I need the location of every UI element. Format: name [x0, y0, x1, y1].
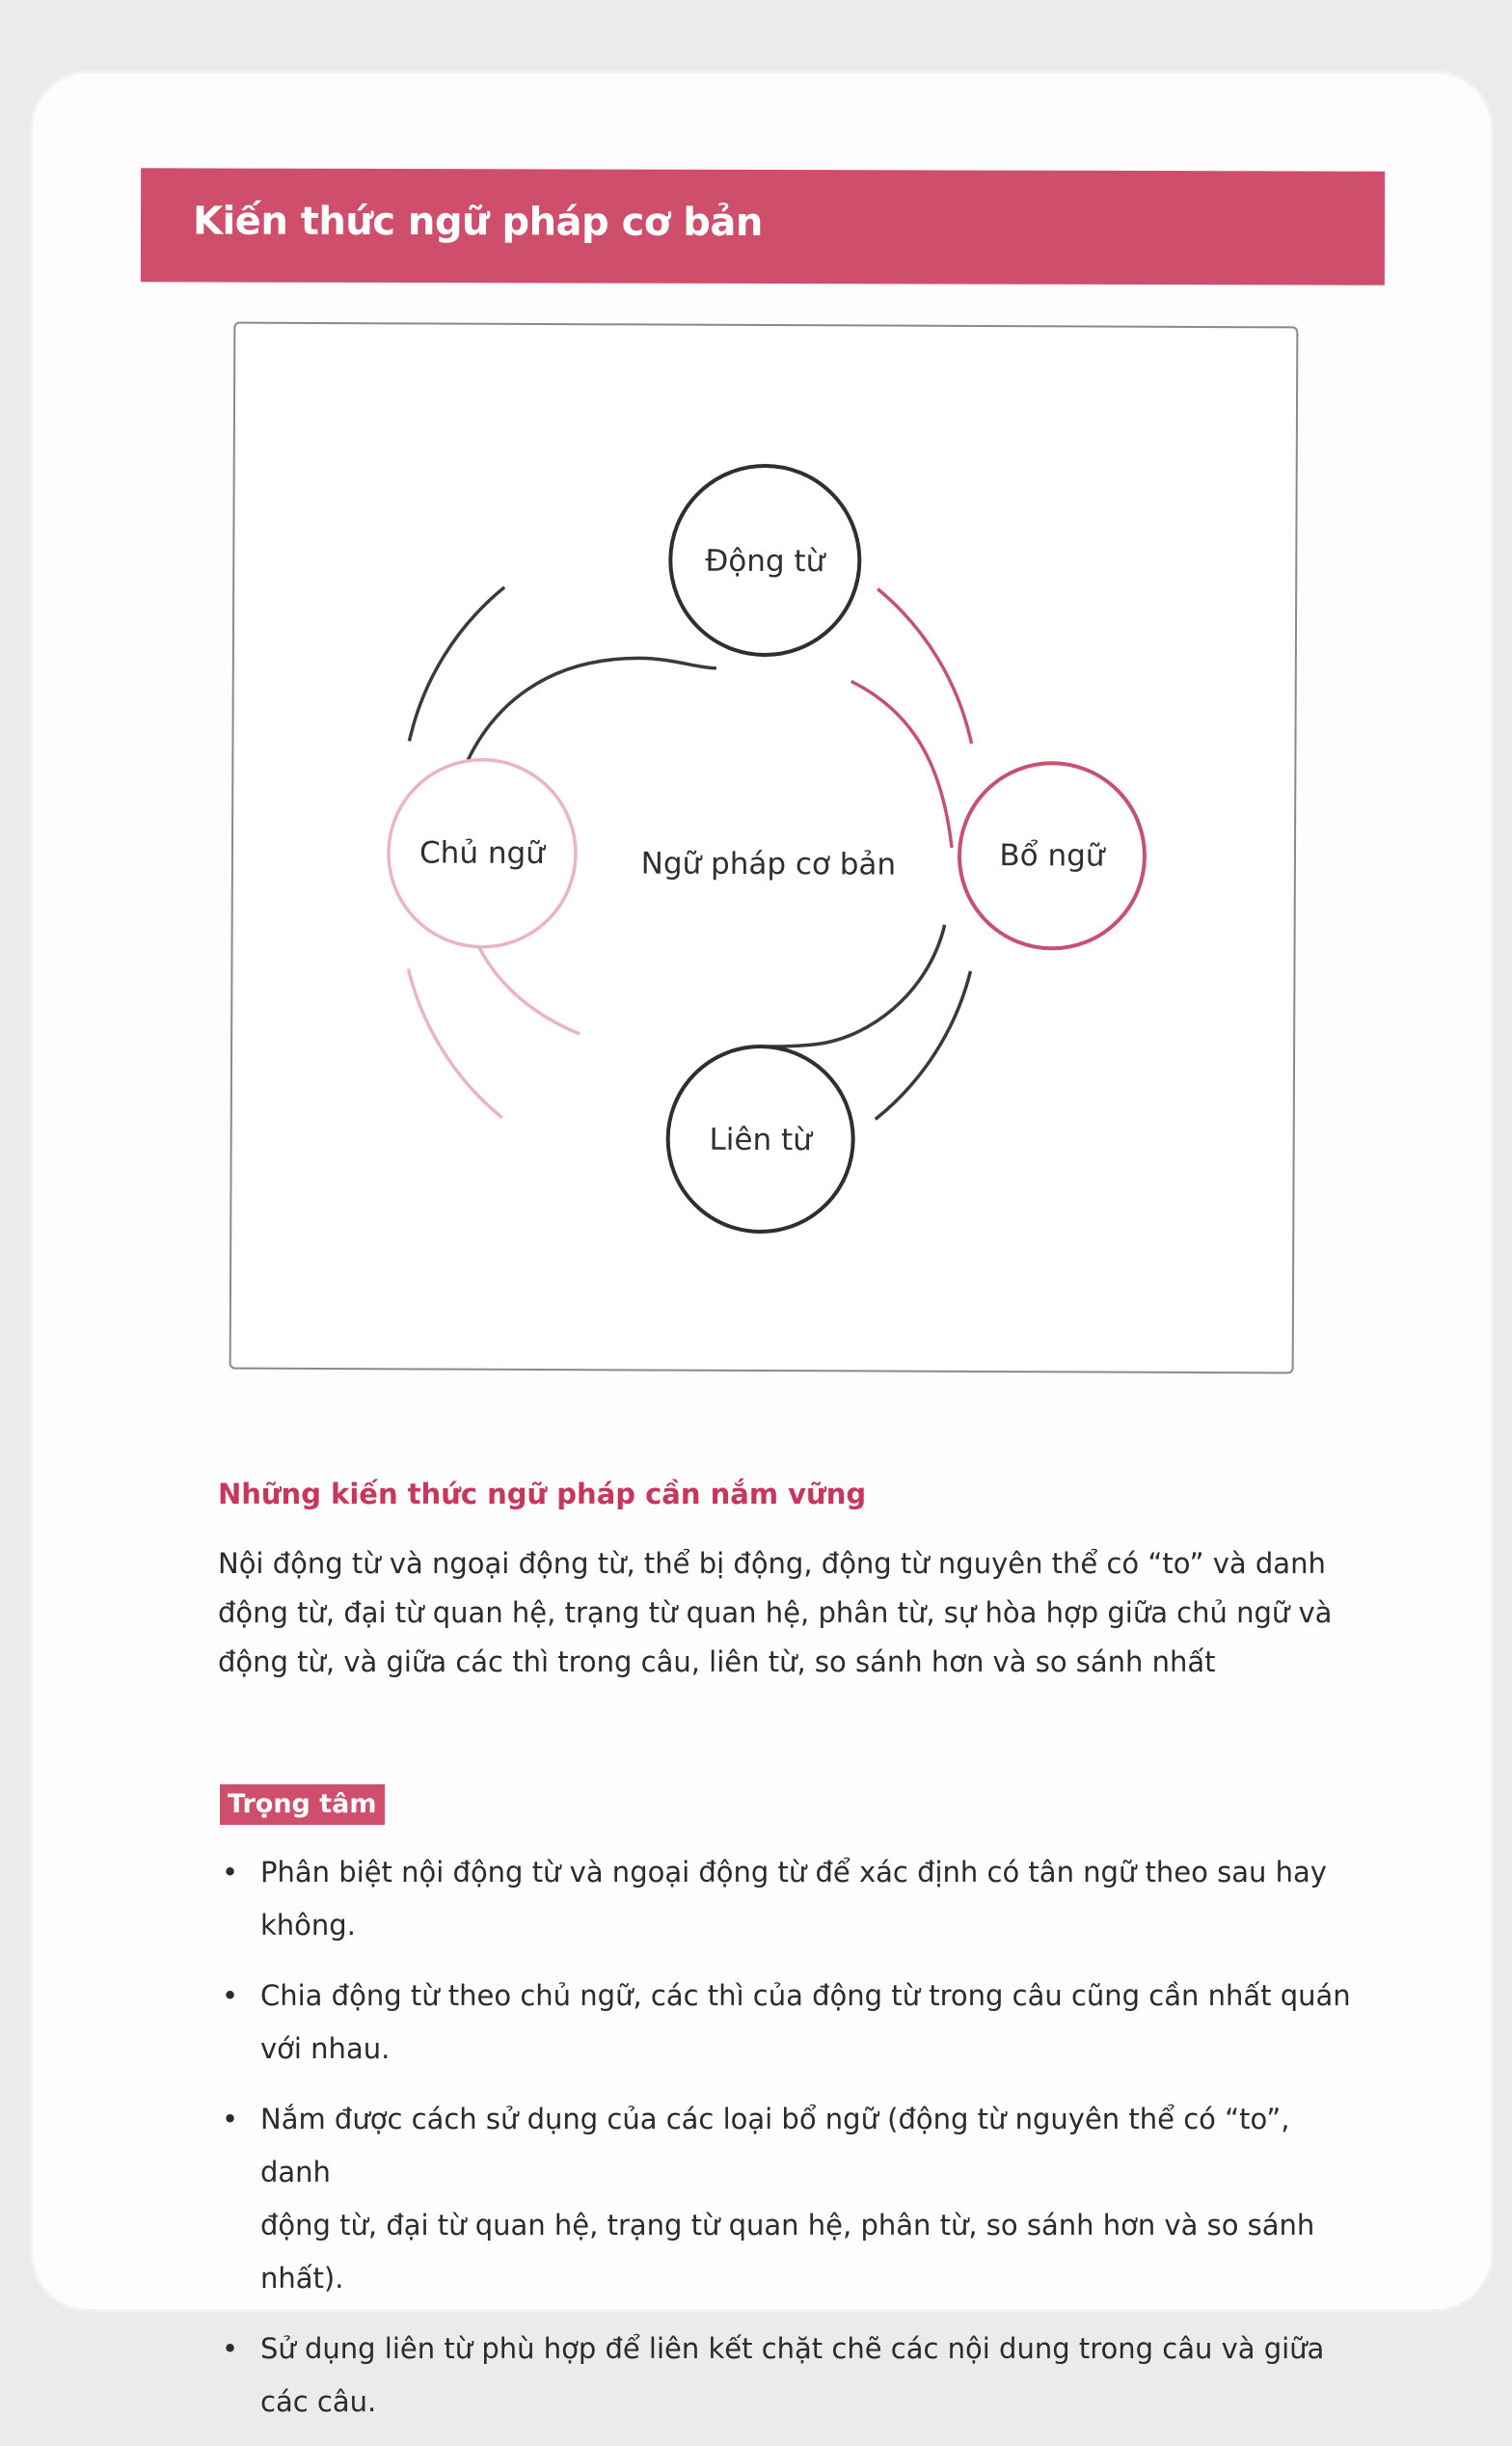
arc-outer-bottom-left	[408, 968, 503, 1117]
list-item-text: các câu.	[260, 2385, 377, 2418]
paragraph-line: động từ, đại từ quan hệ, trạng từ quan hệ, phân từ, sự hòa hợp giữa chủ ngữ và	[218, 1596, 1333, 1629]
node-right-label: Bổ ngữ	[999, 838, 1105, 874]
list-item-text: Chia động từ theo chủ ngữ, các thì của động từ trong câu cũng cần nhất quán	[260, 1979, 1351, 2012]
list-item-text: với nhau.	[260, 2032, 391, 2065]
arc-inner-right	[850, 681, 953, 847]
bullet-icon: •	[222, 2332, 239, 2365]
center-label: Ngữ pháp cơ bản	[640, 846, 897, 883]
section-header-bar	[141, 168, 1385, 285]
list-item-text: Nắm được cách sử dụng của các loại bổ ngữ (động từ nguyên thể có “to”, danh	[260, 2103, 1290, 2188]
list-item	[220, 1846, 1358, 1952]
bullet-icon: •	[222, 1979, 239, 2012]
diagram-canvas	[231, 324, 1297, 1372]
grammar-topics-paragraph	[218, 1539, 1356, 1687]
focus-tag: Trọng tâm	[220, 1784, 385, 1825]
list-item	[220, 2323, 1358, 2429]
list-item-text: động từ, đại từ quan hệ, trạng từ quan hệ, phân từ, so sánh hơn và so sánh nhất).	[260, 2209, 1315, 2295]
list-item-text: Phân biệt nội động từ và ngoại động từ để xác định có tân ngữ theo sau hay không.	[260, 1856, 1327, 1942]
grammar-diagram	[230, 322, 1299, 1374]
node-left-label: Chủ ngữ	[419, 835, 545, 872]
arc-outer-top-right	[877, 589, 972, 744]
node-bottom-label: Liên từ	[709, 1122, 812, 1158]
paragraph-line: động từ, và giữa các thì trong câu, liên từ, so sánh hơn và so sánh nhất	[218, 1645, 1216, 1678]
node-top-label: Động từ	[705, 543, 825, 580]
list-item	[220, 1970, 1358, 2076]
page-title: Kiến thức ngữ pháp cơ bản	[192, 199, 763, 245]
paragraph-line: Nội động từ và ngoại động từ, thể bị động, động từ nguyên thể có “to” và danh	[218, 1547, 1326, 1580]
list-item	[220, 2093, 1358, 2305]
bullet-icon: •	[222, 1856, 239, 1889]
section-heading: Những kiến thức ngữ pháp cần nắm vững	[218, 1478, 867, 1510]
list-item-text: Sử dụng liên từ phù hợp để liên kết chặt chẽ các nội dung trong câu và giữa	[260, 2332, 1325, 2365]
arc-inner-bottom	[758, 924, 945, 1047]
arc-outer-bottom-right	[876, 971, 971, 1120]
focus-list	[220, 1846, 1358, 2446]
bullet-icon: •	[222, 2103, 239, 2135]
arc-outer-top-left	[409, 586, 504, 741]
